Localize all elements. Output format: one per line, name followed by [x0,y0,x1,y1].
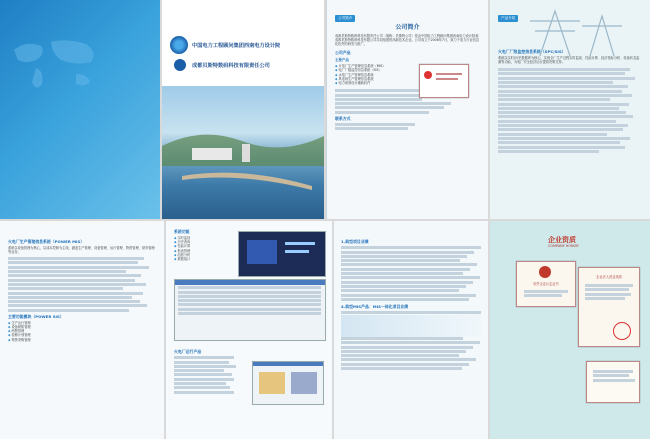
operations-sub-title: 火电厂运行产品 [174,349,202,354]
mis-projects-title: 4.典型MIS产品：MIS一体化项目业绩 [341,303,409,309]
sis-title: 火电厂厂级监控信息系统（SPC/SIS） [498,49,566,54]
mis-title: 火电厂生产管理信息系统（POWER MIS） [8,239,85,244]
partner-logo-icon [174,59,186,71]
function-item: ◆ 数据接口 [174,257,324,261]
projects-title: 1.典型项目业绩 [341,239,369,244]
project-row [341,285,466,288]
project-row [341,358,476,361]
cover-company-name-1: 中国电力工程顾问集团西南电力设计院 [192,43,281,49]
function-item: ◆ 实时监视 [174,236,324,240]
transmission-tower-icon [520,6,630,56]
system-functions-title: 系统功能 [174,229,190,234]
function-item: ◆ 性能计算 [174,244,324,248]
cover-company-name-2: 成都贝斯特数码科技有限责任公司 [192,63,270,69]
function-item: ◆ 趋势分析 [174,253,324,257]
project-row [341,341,480,344]
products-section-label: 公司产品 [335,50,351,56]
intro-paragraph: 成都贝斯特数码科技有限责任公司（简称：贝斯特公司）是由中国电力工程顾问集团西南电力设计院和成都贝斯特数码科技有限公司共同组建的高新技术企业。公司成立于2006年7月，致力于电力行业信息化软件的研发与推广。 [335,34,480,47]
qualifications-panel [490,221,650,439]
mis-sub-title: 主要功能模块（POWER SIS） [8,313,64,319]
sis-paragraph: 系统以实时/历史数据库为核心，实现全厂生产过程实时监视、性能计算、经济指标分析、设备状态监测等功能，为电厂安全经济运行提供决策支持。 [498,56,640,65]
project-row [341,263,477,266]
project-row [341,311,481,314]
cert2-title: 企业法人营业执照 [596,275,622,279]
world-map-icon [6,30,106,100]
contact-label: 联系方式 [335,115,351,121]
project-row [341,246,481,249]
project-row [341,289,459,292]
project-row [341,294,476,297]
software-enterprise-certificate-image [516,261,576,307]
coastal-power-plant-photo [162,86,324,219]
project-row [341,251,474,254]
section-tag: 产品介绍 [498,15,518,22]
project-row [341,354,459,357]
dashboard-screenshot-image [252,361,324,405]
project-list-panel [334,221,488,439]
function-item: ◆ 历史查询 [174,240,324,244]
intro-title: 公司简介 [395,24,420,31]
mis-product-panel [0,221,164,439]
system-screens-panel [166,221,332,439]
sis-product-panel [490,0,650,219]
function-item: ◆ 报表管理 [174,249,324,253]
mis-paragraph: 系统以设备管理为核心，以成本控制为主线，涵盖生产管理、设备管理、运行管理、物资管理、财务管理等业务。 [8,246,155,255]
project-row [341,281,473,284]
feature-item: ◆ 两票管理 [8,329,156,333]
award-certificate-image [419,64,469,98]
products-sub-label: 主要产品 [335,58,349,63]
company-logo-icon [170,36,188,54]
section-tag: 公司简介 [335,15,355,22]
table-screenshot-image [174,279,326,341]
product-item: ◆ 风电场生产管理信息系统 [335,77,480,81]
project-row [341,298,469,301]
cert1-title: 软件企业认定证书 [533,282,559,286]
project-row [341,259,460,262]
tax-registration-image [586,361,640,403]
project-row [341,346,473,349]
project-row [341,350,466,353]
project-row [341,272,463,275]
project-row [341,363,469,366]
project-row [341,255,467,258]
product-item: ◆ 火电厂生产管理信息系统（MIS） [335,64,480,68]
project-row [341,276,480,279]
project-row [341,268,470,271]
qualifications-subtitle: COMPANY HONOR [548,244,579,248]
landscape-banner-image [341,315,481,337]
feature-item: ◆ 物资采购管理 [8,338,156,342]
front-cover-panel [162,0,324,219]
back-cover-panel [0,0,160,219]
monitor-screenshot-image [238,231,326,277]
feature-item: ◆ 检修计划管理 [8,333,156,337]
business-license-image [578,267,640,347]
feature-item: ◆ 生产运行管理 [8,321,156,325]
product-item: ◆ 电力规划设计辅助软件 [335,81,480,85]
project-row [341,367,462,370]
product-item: ◆ 电厂厂级监控信息系统（SIS） [335,68,480,72]
company-intro-panel [326,0,488,219]
qualifications-title: 企业资质 [548,236,576,244]
feature-item: ◆ 设备缺陷管理 [8,325,156,329]
product-item: ◆ 水电厂生产管理信息系统 [335,73,480,77]
project-row [341,337,463,340]
